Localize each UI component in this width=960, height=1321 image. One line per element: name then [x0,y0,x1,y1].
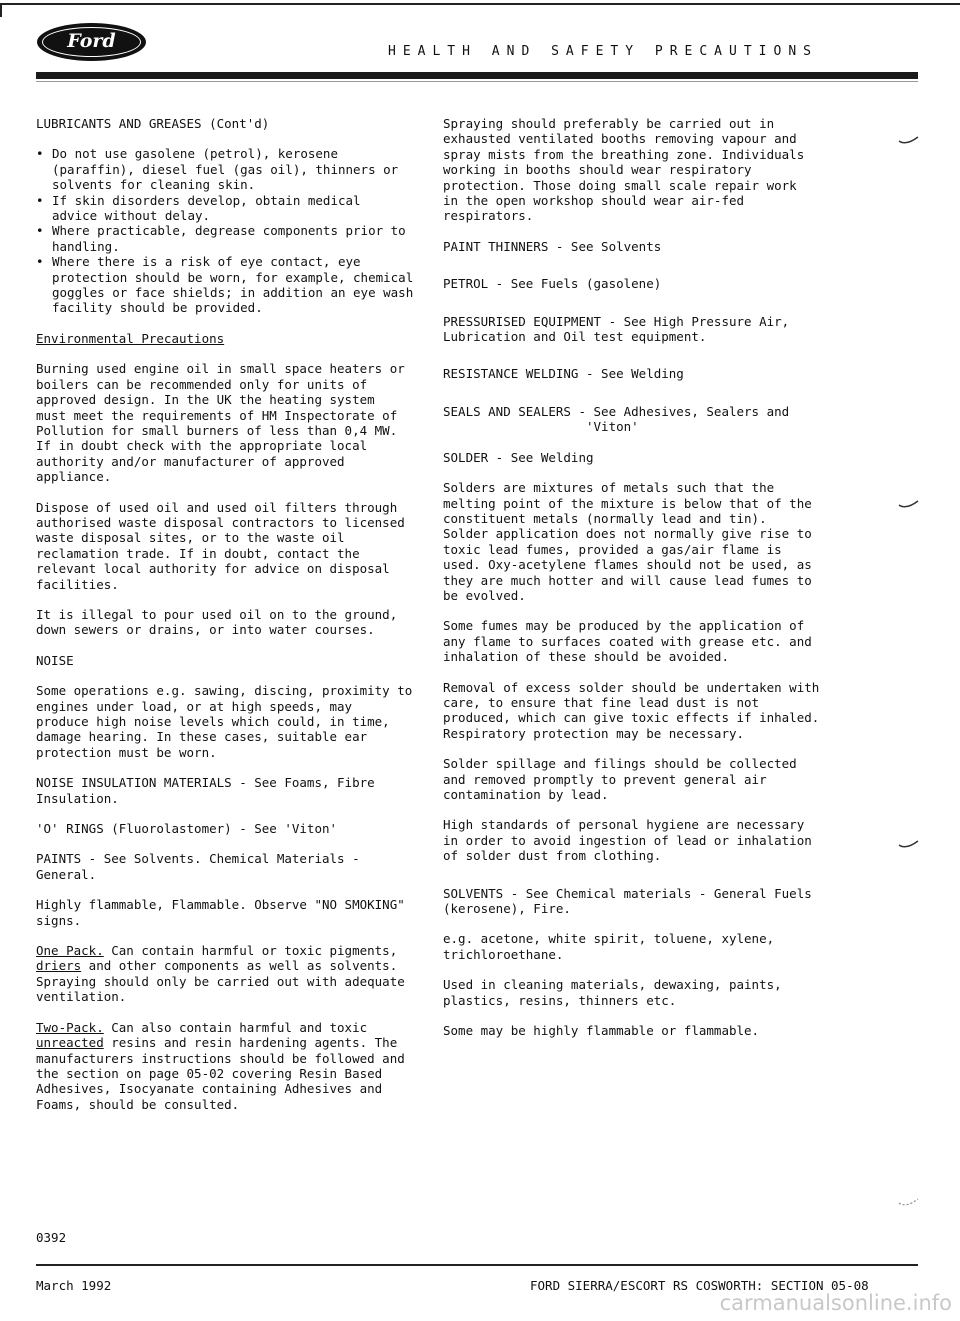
noise-heading: NOISE [36,652,74,668]
margin-tick-mark [898,500,920,510]
footer-section-title: FORD SIERRA/ESCORT RS COSWORTH: SECTION 05-08 [530,1278,869,1293]
two-pack-paragraph [36,1020,428,1112]
environmental-paragraph-2: Dispose of used oil and used oil filters through authorised waste disposal contractors to licensed waste disposal sites, or to the waste oil reclamation trade. If in doubt, contact the relevant local authority for advice on disposal facilities. [36,499,405,592]
bullet-item: • Where there is a risk of eye contact, eye protection should be worn, for example, chemical goggles or face shields; in addition an eye wash facility should be provided. [36,254,428,316]
environmental-heading: Environmental Precautions [36,330,225,346]
two-pack-text: Can also contain harmful and toxic [111,1019,368,1035]
noise-insulation-entry: NOISE INSULATION MATERIALS - See Foams, Fibre Insulation. [36,775,375,806]
solder-entry: SOLDER - See Welding [443,449,594,465]
flammable-entry: Highly flammable, Flammable. Observe "NO SMOKING" signs. [36,897,405,928]
one-pack-label: One Pack. [36,943,104,959]
one-pack-text: Can contain harmful or toxic pigments, [111,943,398,959]
pressurised-equipment-entry: PRESSURISED EQUIPMENT - See High Pressure Air, Lubrication and Oil test equipment. [443,313,790,345]
bullet-item: • If skin disorders develop, obtain medical advice without delay. [36,193,428,224]
solvents-uses: Used in cleaning materials, dewaxing, paints, plastics, resins, thinners etc. [443,977,782,1008]
paints-entry: PAINTS - See Solvents. Chemical Materials - General. [36,851,360,882]
solder-paragraph-1: Solders are mixtures of metals such that the melting point of the mixture is below that of the constituent metals (normally lead and tin). Solder application does not normally give rise to toxic lead fumes, provided a gas/air flame is used. Oxy-acetylene flames should not be used, as they are much hotter and will cause lead fumes to be evolved. [443,480,812,603]
left-column [36,116,428,1127]
solder-paragraph-4: Solder spillage and filings should be collected and removed promptly to prevent general air contamination by lead. [443,756,797,802]
margin-tick-mark [898,136,920,146]
seals-and-sealers-entry: SEALS AND SEALERS - See Adhesives, Sealers and 'Viton' [443,403,790,435]
ford-logo-text: Ford [67,30,116,53]
one-pack-rest: and other components as well as solvents. Spraying should only be carried out with adequate ventilation. [36,958,405,1005]
two-pack-rest: resins and resin hardening agents. The manufacturers instructions should be followed and the section on page 05-02 covering Resin Based Adhesives, Isocyanate containing Adhesives and Foams, should be consulted. [36,1035,405,1112]
margin-tick-mark [898,1198,920,1208]
lubricants-bullet-list [36,146,428,315]
two-pack-unreacted: unreacted [36,1035,104,1051]
solder-paragraph-3: Removal of excess solder should be undertaken with care, to ensure that fine lead dust is not produced, which can give toxic effects if inhaled. Respiratory protection may be necessary. [443,679,820,741]
footer-date: March 1992 [36,1278,112,1293]
environmental-paragraph-1: Burning used engine oil in small space heaters or boilers can be recommended only for units of approved design. In the UK the heating system must meet the requirements of HM Inspectorate of Pollution for small burners of less than 0,4 MW. If in doubt check with the appropriate local authority and/or manufacturer of approved appliance. [36,361,405,485]
footer-divider [36,1264,918,1266]
page-title: HEALTH AND SAFETY PRECAUTIONS [388,44,818,59]
paint-thinners-entry: PAINT THINNERS - See Solvents [443,238,662,254]
noise-paragraph: Some operations e.g. sawing, discing, proximity to engines under load, or at high speeds, may produce high noise levels which could, in time, damage hearing. In these cases, suitable ear protection must be worn. [36,683,413,760]
resistance-welding-entry: RESISTANCE WELDING - See Welding [443,366,684,382]
header-divider-thin [36,81,918,82]
right-column [443,116,843,1053]
solder-paragraph-2: Some fumes may be produced by the application of any flame to surfaces coated with grease etc. and inhalation of these should be avoided. [443,618,812,665]
solvents-examples: e.g. acetone, white spirit, toluene, xylene, trichloroethane. [443,931,775,962]
spraying-paragraph: Spraying should preferably be carried out in exhausted ventilated booths removing vapour and spray mists from the breathing zone. Individuals working in booths should wear respiratory protection. Those doing small scale repair work in the open workshop should wear air-fed respirators. [443,116,805,224]
top-border-tick [0,3,2,17]
one-pack-paragraph [36,943,428,1005]
petrol-entry: PETROL - See Fuels (gasolene) [443,276,662,292]
lubricants-heading: LUBRICANTS AND GREASES (Cont'd) [36,116,270,131]
one-pack-driers: driers [36,958,82,974]
bullet-item: • Where practicable, degrease components prior to handling. [36,223,428,254]
top-border-rule [0,3,960,5]
ford-logo [37,23,146,61]
bullet-item: • Do not use gasolene (petrol), kerosene (paraffin), diesel fuel (gas oil), thinners or solvents for cleaning skin. [36,146,428,192]
header-divider [36,72,918,79]
environmental-paragraph-3: It is illegal to pour used oil on to the ground, down sewers or drains, or into water courses. [36,606,398,638]
ford-logo-ring [42,27,141,57]
page-code: 0392 [36,1230,67,1245]
solder-paragraph-5: High standards of personal hygiene are necessary in order to avoid ingestion of lead or inhalation of solder dust from clothing. [443,817,812,864]
two-pack-label: Two-Pack. [36,1019,104,1035]
o-rings-entry: 'O' RINGS (Fluorolastomer) - See 'Viton' [36,821,338,837]
solvents-flammability: Some may be highly flammable or flammable. [443,1023,760,1039]
margin-tick-mark [898,840,920,850]
watermark: carmanualsonline.info [719,1291,952,1315]
solvents-entry: SOLVENTS - See Chemical materials - General Fuels (kerosene), Fire. [443,885,812,917]
